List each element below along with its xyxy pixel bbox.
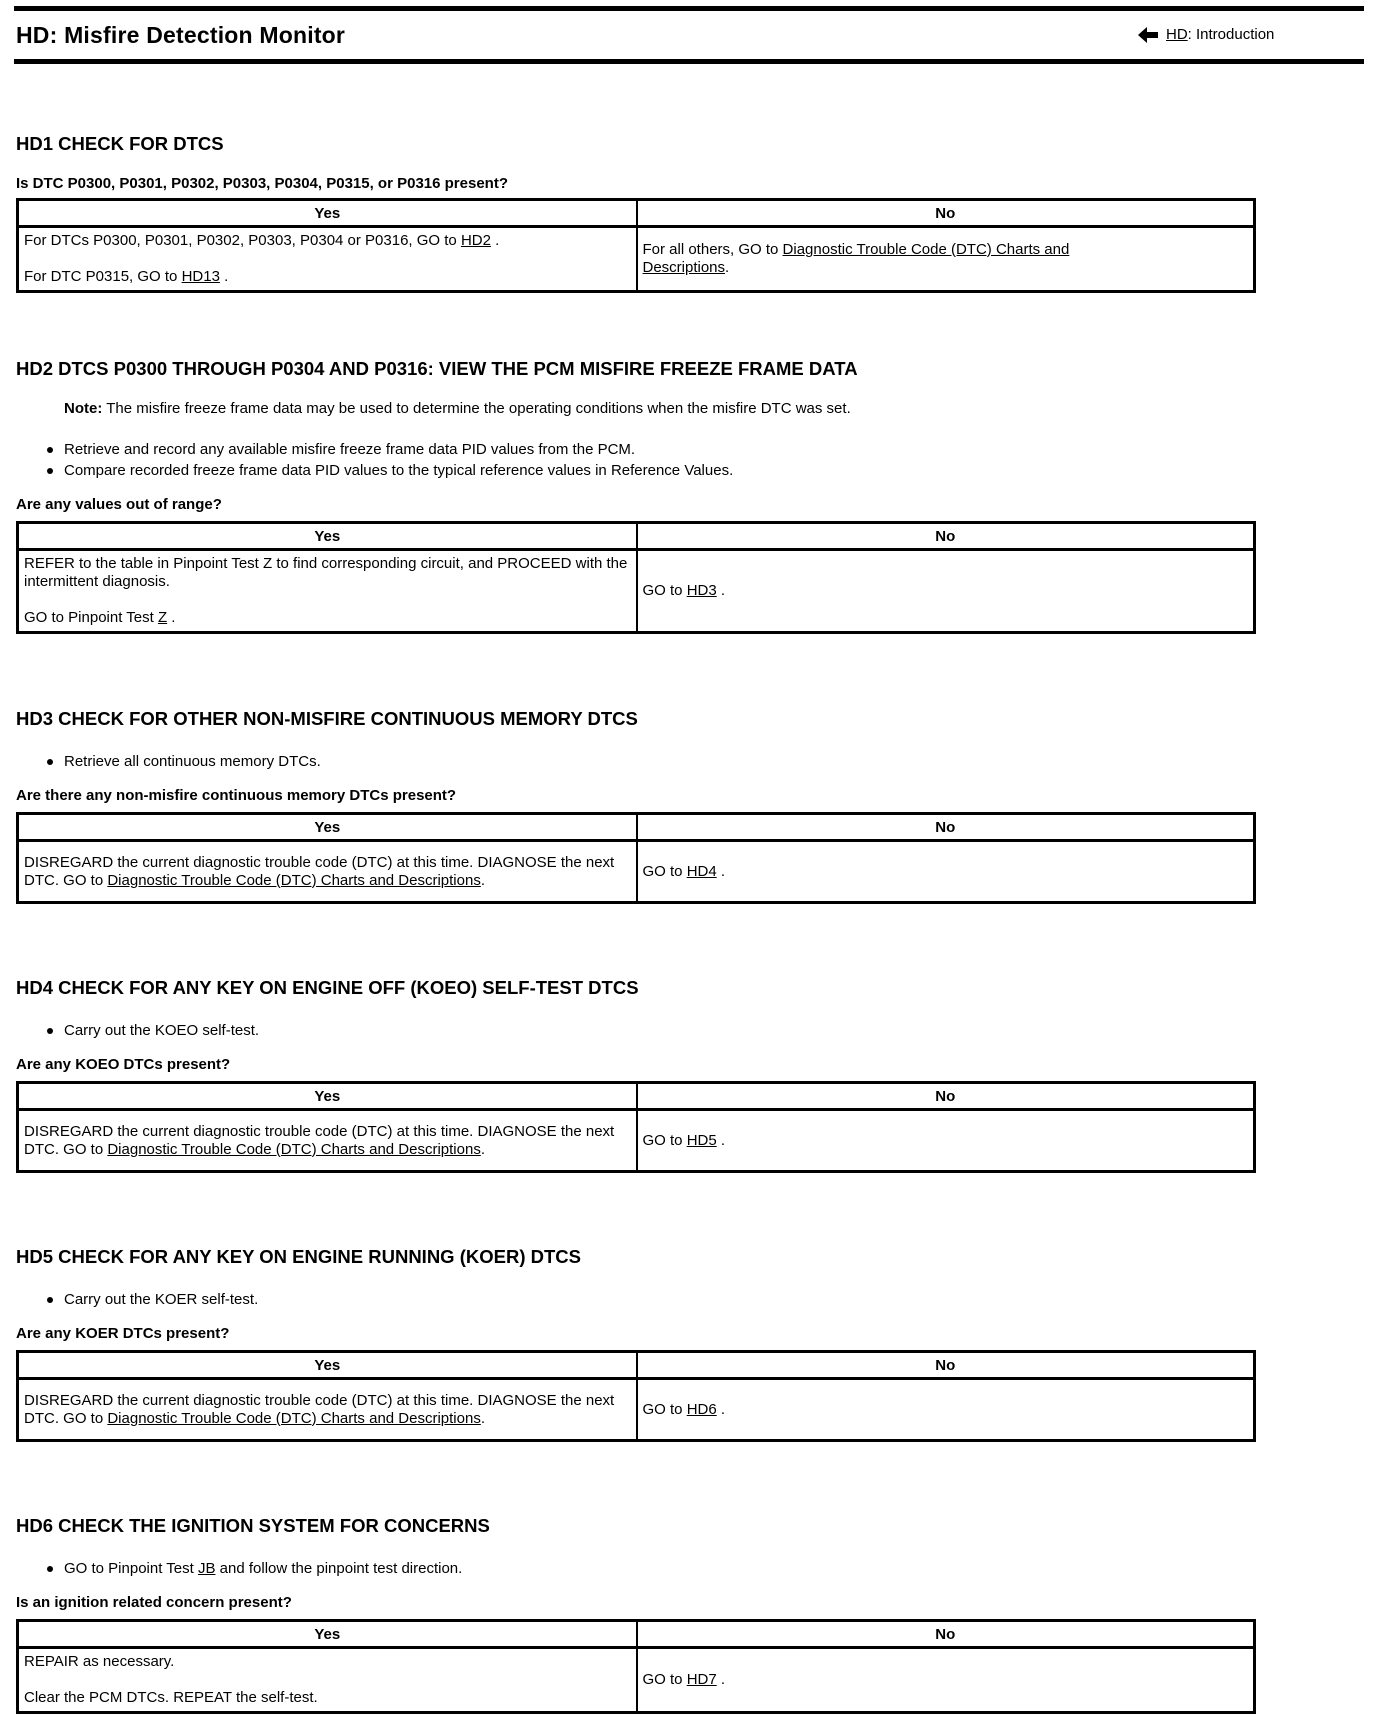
section-title: HD3 CHECK FOR OTHER NON-MISFIRE CONTINUOUS MEMORY DTCS [16, 708, 638, 729]
back-link-introduction[interactable] [1138, 26, 1274, 43]
link-pinpoint-jb[interactable]: JB [197, 1560, 216, 1577]
section-title: HD5 CHECK FOR ANY KEY ON ENGINE RUNNING (KOER) DTCS [16, 1246, 581, 1267]
no-cell: GO to HD4 . [637, 841, 1255, 903]
no-header: No [637, 523, 1255, 550]
yes-no-table [16, 521, 1256, 634]
list-item: Retrieve all continuous memory DTCs. [16, 751, 1256, 772]
yes-line-2: For DTC P0315, GO to HD13 . [24, 268, 229, 285]
header-bottom-rule [14, 59, 1364, 64]
yes-cell: DISREGARD the current diagnostic trouble code (DTC) at this time. DIAGNOSE the next DTC. GO to Diagnostic Trouble Code (DTC) Charts and Descriptions. [18, 1110, 637, 1172]
yes-line-1: For DTCs P0300, P0301, P0302, P0303, P0304 or P0316, GO to HD2 . [24, 232, 500, 249]
link-hd6[interactable]: HD6 [686, 1400, 717, 1418]
no-header: No [637, 1352, 1255, 1379]
section-title: HD2 DTCS P0300 THROUGH P0304 AND P0316: VIEW THE PCM MISFIRE FREEZE FRAME DATA [16, 358, 858, 379]
no-cell: GO to HD7 . [637, 1648, 1255, 1713]
link-hd3[interactable]: HD3 [686, 582, 717, 599]
left-arrow-icon [1138, 27, 1158, 43]
no-cell: For all others, GO to Diagnostic Trouble Code (DTC) Charts and Descriptions. [637, 227, 1255, 292]
section-hd2 [16, 357, 1256, 634]
section-title: HD1 CHECK FOR DTCS [16, 133, 224, 154]
link-hd2[interactable]: HD2 [460, 232, 491, 249]
yes-cell: DISREGARD the current diagnostic trouble code (DTC) at this time. DIAGNOSE the next DTC. GO to Diagnostic Trouble Code (DTC) Charts and Descriptions. [18, 1379, 637, 1441]
no-cell: GO to HD3 . [637, 550, 1255, 633]
yes-no-table [16, 1619, 1256, 1714]
page-title: HD: Misfire Detection Monitor [16, 22, 346, 48]
section-question: Are any values out of range? [16, 496, 222, 513]
no-cell: GO to HD5 . [637, 1110, 1255, 1172]
section-hd1 [16, 132, 1256, 293]
yes-line-1: REFER to the table in Pinpoint Test Z to find corresponding circuit, and PROCEED with the intermittent diagnosis. [24, 555, 628, 590]
list-item: Carry out the KOER self-test. [16, 1289, 1256, 1310]
section-hd5 [16, 1245, 1256, 1442]
no-header: No [637, 200, 1255, 227]
yes-header: Yes [18, 200, 637, 227]
link-dtc-charts[interactable]: Diagnostic Trouble Code (DTC) Charts and Descriptions [107, 1140, 481, 1158]
link-dtc-charts[interactable]: Diagnostic Trouble Code (DTC) Charts and Descriptions [107, 871, 481, 889]
section-hd3 [16, 707, 1256, 904]
list-item: Retrieve and record any available misfire freeze frame data PID values from the PCM. [16, 439, 1256, 460]
list-item: GO to Pinpoint Test JB and follow the pinpoint test direction. [16, 1558, 1256, 1579]
no-cell: GO to HD6 . [637, 1379, 1255, 1441]
yes-line-2: Clear the PCM DTCs. REPEAT the self-test. [24, 1689, 318, 1706]
link-pinpoint-z[interactable]: Z [157, 609, 168, 626]
no-header: No [637, 1083, 1255, 1110]
section-hd6 [16, 1514, 1256, 1714]
yes-header: Yes [18, 1621, 637, 1648]
steps-list [16, 1289, 1256, 1310]
yes-no-table [16, 1350, 1256, 1442]
yes-line-1: REPAIR as necessary. [24, 1653, 175, 1670]
steps-list [16, 1558, 1256, 1579]
section-question: Are any KOER DTCs present? [16, 1325, 230, 1342]
link-hd7[interactable]: HD7 [686, 1671, 717, 1688]
no-header: No [637, 814, 1255, 841]
yes-header: Yes [18, 523, 637, 550]
steps-list [16, 1020, 1256, 1041]
link-dtc-charts[interactable]: Diagnostic Trouble Code (DTC) Charts and Descriptions [107, 1409, 481, 1427]
link-hd13[interactable]: HD13 [181, 268, 220, 285]
yes-cell [18, 227, 637, 292]
section-hd4 [16, 976, 1256, 1173]
no-header: No [637, 1621, 1255, 1648]
steps-list [16, 751, 1256, 772]
section-question: Is DTC P0300, P0301, P0302, P0303, P0304, P0315, or P0316 present? [16, 175, 508, 192]
yes-header: Yes [18, 814, 637, 841]
section-title: HD6 CHECK THE IGNITION SYSTEM FOR CONCERNS [16, 1515, 490, 1536]
back-link-code[interactable]: HD [1166, 26, 1188, 43]
section-question: Are there any non-misfire continuous memory DTCs present? [16, 787, 457, 804]
yes-header: Yes [18, 1352, 637, 1379]
yes-cell [18, 1648, 637, 1713]
link-hd4[interactable]: HD4 [686, 862, 717, 880]
steps-list [16, 439, 1256, 481]
link-dtc-charts[interactable]: Diagnostic Trouble Code (DTC) Charts and Descriptions [642, 241, 1070, 276]
yes-cell [18, 550, 637, 633]
back-link-label: : Introduction [1187, 26, 1275, 43]
section-question: Are any KOEO DTCs present? [16, 1056, 231, 1073]
yes-no-table [16, 198, 1256, 293]
header-top-rule [14, 6, 1364, 11]
yes-header: Yes [18, 1083, 637, 1110]
section-title: HD4 CHECK FOR ANY KEY ON ENGINE OFF (KOEO) SELF-TEST DTCS [16, 977, 639, 998]
yes-line-2: GO to Pinpoint Test Z . [24, 609, 176, 626]
note: Note: The misfire freeze frame data may be used to determine the operating conditions when the misfire DTC was set. [64, 400, 851, 417]
list-item: Carry out the KOEO self-test. [16, 1020, 1256, 1041]
yes-cell: DISREGARD the current diagnostic trouble code (DTC) at this time. DIAGNOSE the next DTC. GO to Diagnostic Trouble Code (DTC) Charts and Descriptions. [18, 841, 637, 903]
list-item: Compare recorded freeze frame data PID values to the typical reference values in Reference Values. [16, 460, 1256, 481]
section-question: Is an ignition related concern present? [16, 1594, 292, 1611]
yes-no-table [16, 1081, 1256, 1173]
yes-no-table [16, 812, 1256, 904]
link-hd5[interactable]: HD5 [686, 1131, 717, 1149]
